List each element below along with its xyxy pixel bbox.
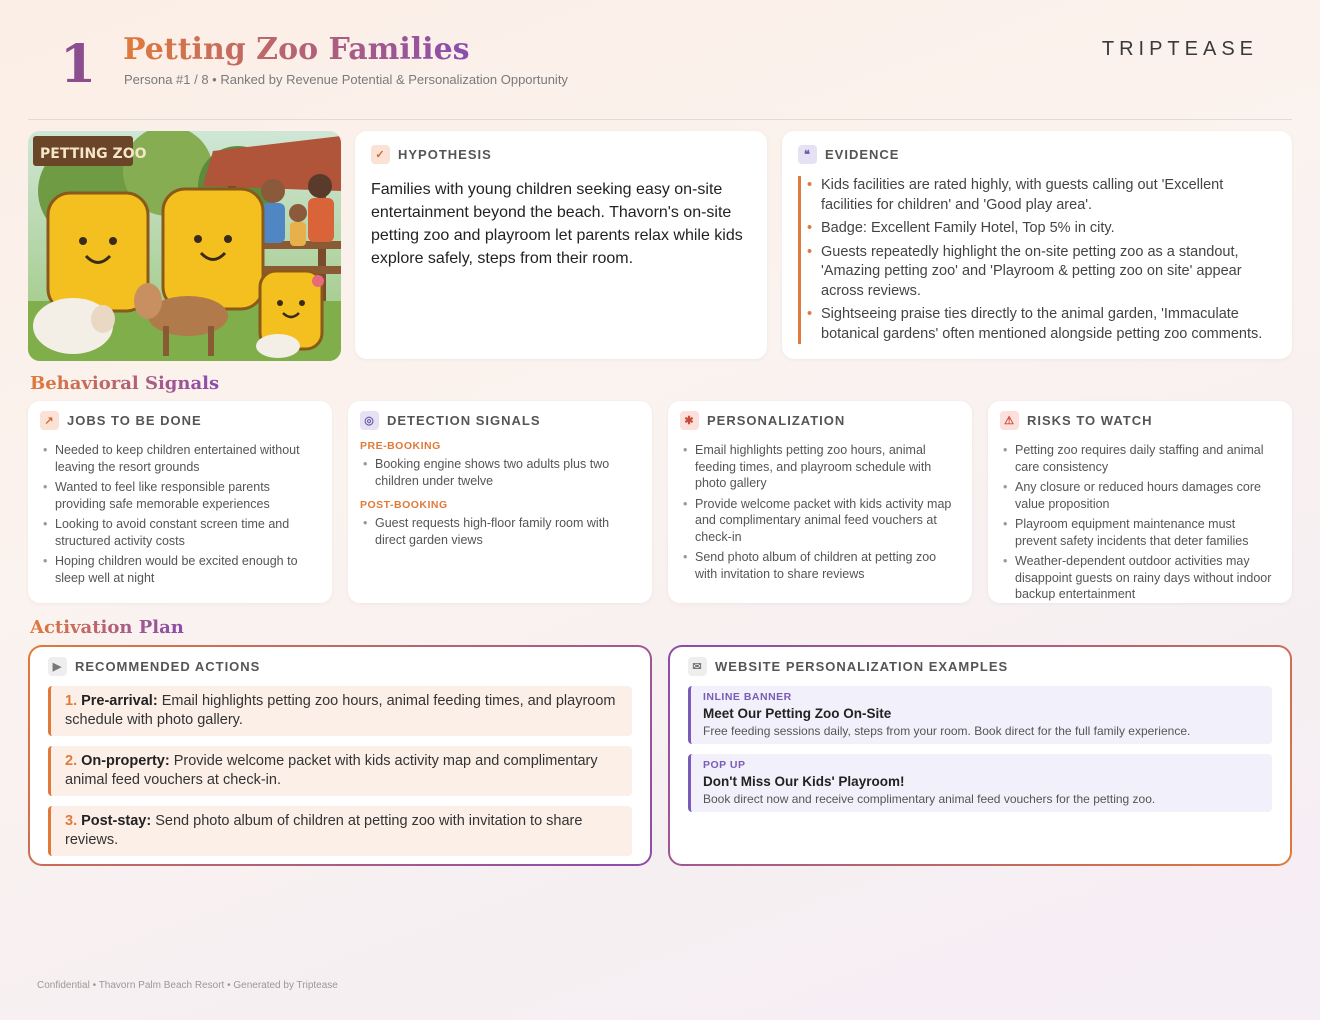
website-personalization-panel <box>668 645 1292 866</box>
list-item: • Looking to avoid constant screen time and structured activity costs <box>40 516 320 549</box>
web-heading: WEBSITE PERSONALIZATION EXAMPLES <box>715 659 1009 674</box>
list-item: • Provide welcome packet with kids activity map and complimentary animal feed vouchers at check-in <box>680 496 960 546</box>
hypothesis-heading: HYPOTHESIS <box>398 147 492 162</box>
header <box>28 30 1292 120</box>
page-title: Petting Zoo Families <box>123 32 470 67</box>
web-example-inline-banner: INLINE BANNER Meet Our Petting Zoo On-Site Free feeding sessions daily, steps from your room. Book direct for the full family experience. <box>688 686 1272 744</box>
list-item: • Wanted to feel like responsible parents providing safe memorable experiences <box>40 479 320 512</box>
list-item: • Needed to keep children entertained without leaving the resort grounds <box>40 442 320 475</box>
list-item: • Any closure or reduced hours damages core value proposition <box>1000 479 1280 512</box>
warning-icon: ⚠ <box>1000 411 1019 430</box>
behavioral-signals-title: Behavioral Signals <box>30 373 220 394</box>
persona-rank: 1 <box>60 34 97 95</box>
list-item: • Guest requests high-floor family room with direct garden views <box>360 515 640 548</box>
zoo-sign-text: PETTING ZOO <box>40 146 147 162</box>
list-item: • Weather-dependent outdoor activities may disappoint guests on rainy days without indoor backup entertainment <box>1000 553 1280 603</box>
evidence-card <box>782 131 1292 359</box>
hypothesis-card <box>355 131 767 359</box>
risks-card <box>988 401 1292 603</box>
list-item: • Playroom equipment maintenance must prevent safety incidents that deter families <box>1000 516 1280 549</box>
arrow-up-right-icon: ↗ <box>40 411 59 430</box>
list-item: • Badge: Excellent Family Hotel, Top 5% in city. <box>821 219 1276 239</box>
check-icon: ✓ <box>371 145 390 164</box>
pre-booking-label: PRE-BOOKING <box>360 440 441 452</box>
list-item: • Send photo album of children at petting zoo with invitation to share reviews <box>680 549 960 582</box>
brand-logo: TRIPTEASE <box>1101 38 1258 60</box>
page-subtitle: Persona #1 / 8 • Ranked by Revenue Potential & Personalization Opportunity <box>124 72 568 87</box>
post-booking-label: POST-BOOKING <box>360 499 448 511</box>
list-item: • Kids facilities are rated highly, with guests calling out 'Excellent facilities for children' and 'Good play area'. <box>821 176 1276 215</box>
play-icon: ▶ <box>48 657 67 676</box>
recommended-actions-panel <box>28 645 652 866</box>
target-icon: ◎ <box>360 411 379 430</box>
list-item: • Booking engine shows two adults plus two children under twelve <box>360 456 640 489</box>
risks-heading: RISKS TO WATCH <box>1027 413 1153 428</box>
web-example-pop-up: POP UP Don't Miss Our Kids' Playroom! Book direct now and receive complimentary animal feed vouchers for the petting zoo. <box>688 754 1272 812</box>
evidence-list <box>798 176 1276 344</box>
action-item: 1. Pre-arrival: Email highlights petting zoo hours, animal feeding times, and playroom schedule with photo gallery. <box>48 686 632 736</box>
detection-signals-card <box>348 401 652 603</box>
list-item: • Guests repeatedly highlight the on-site petting zoo as a standout, 'Amazing petting zoo' and 'Playroom & petting zoo on site' appear across reviews. <box>821 243 1276 302</box>
footer: Confidential • Thavorn Palm Beach Resort • Generated by Triptease <box>37 980 338 991</box>
jobs-to-be-done-card <box>28 401 332 603</box>
action-item: 3. Post-stay: Send photo album of children at petting zoo with invitation to share reviews. <box>48 806 632 856</box>
evidence-heading: EVIDENCE <box>825 147 900 162</box>
personalization-card <box>668 401 972 603</box>
list-item: • Sightseeing praise ties directly to the animal garden, 'Immaculate botanical gardens' often mentioned alongside petting zoo comments. <box>821 305 1276 344</box>
quote-icon: ❝ <box>798 145 817 164</box>
action-item: 2. On-property: Provide welcome packet with kids activity map and complimentary animal feed vouchers at check-in. <box>48 746 632 796</box>
list-item: • Email highlights petting zoo hours, animal feeding times, and playroom schedule with photo gallery <box>680 442 960 492</box>
list-item: • Petting zoo requires daily staffing and animal care consistency <box>1000 442 1280 475</box>
activation-plan-title: Activation Plan <box>30 617 184 638</box>
jobs-heading: JOBS TO BE DONE <box>67 413 202 428</box>
sparkle-icon: ✱ <box>680 411 699 430</box>
list-item: • Hoping children would be excited enough to sleep well at night <box>40 553 320 586</box>
hypothesis-text: Families with young children seeking easy on-site entertainment beyond the beach. Thavorn's on-site petting zoo and playroom let parents relax while kids explore safely, steps from their room. <box>371 181 743 267</box>
hero-illustration <box>28 131 341 361</box>
detection-heading: DETECTION SIGNALS <box>387 413 541 428</box>
personalization-heading: PERSONALIZATION <box>707 413 846 428</box>
actions-heading: RECOMMENDED ACTIONS <box>75 659 261 674</box>
envelope-icon: ✉ <box>688 657 707 676</box>
